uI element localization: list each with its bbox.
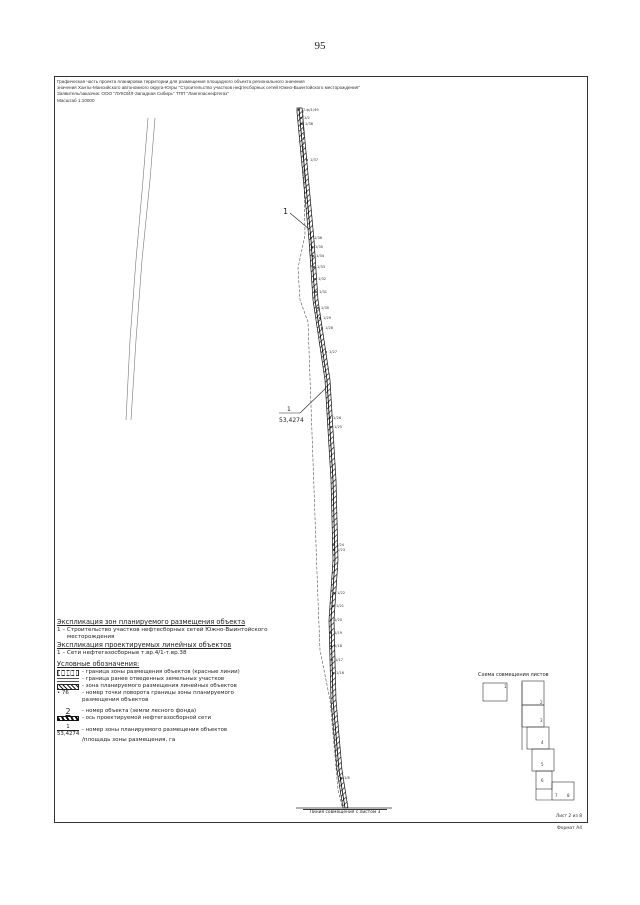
point-label: 1/33 <box>317 265 326 269</box>
point-label: 1/8 <box>344 776 350 780</box>
point-label: 1/22 <box>337 591 346 595</box>
point-label: 1/20 <box>334 618 343 622</box>
header-line-4: Масштаб 1:10000 <box>57 97 95 103</box>
zones-item-cont: месторождения <box>67 634 115 640</box>
legend-row-point: • 76 - номер точки поворота границы зоны планируемого <box>57 690 234 696</box>
object-label-top: 1 <box>283 207 289 216</box>
symbols-title: Условные обозначения: <box>57 660 140 668</box>
zones-item: 1 – Строительство участков нефтесборных сетей Южно-Выинтойского <box>57 627 268 633</box>
point-label: 1/28 <box>325 326 334 330</box>
point-label: 1/24 <box>336 543 345 547</box>
fraction-symbol: 1 53,4274 <box>57 724 80 737</box>
point-label: 1/31 <box>319 290 328 294</box>
point-label: 1/26 <box>333 416 342 420</box>
header-line-3: Заявитель/заказчик: ООО "ЛУКОЙЛ-Западная Сибирь" ТПП "Лангепаснефтегаз" <box>57 91 229 97</box>
legend-row-axis: - ось проектируемой нефтегазосборной сети <box>57 715 297 722</box>
scheme-sheet-1: 1 <box>504 684 507 689</box>
pipeline-axis <box>299 109 345 808</box>
leader-object-1-mid <box>300 388 326 413</box>
scheme-sheet-6: 6 <box>541 778 544 783</box>
legend-row-red-lines: - граница зоны размещения объектов (красные линии) <box>57 669 297 676</box>
scheme-sheet-5: 5 <box>541 762 544 767</box>
point-label: 1/18 <box>334 644 343 648</box>
point-label: 1/25 <box>334 425 343 429</box>
point-label: 1/32 <box>318 277 327 281</box>
planned-zone-band <box>297 108 348 808</box>
road-line-left <box>126 118 148 420</box>
page-number: 95 <box>314 40 326 52</box>
area-label-mid: 53,4274 <box>279 417 304 424</box>
point-label: 1/34 <box>316 254 325 258</box>
point-label: 1/23 <box>337 548 346 552</box>
scheme-sheet-4: 4 <box>541 740 544 745</box>
point-label: 1/2 <box>304 116 310 120</box>
footer-format: Формат А4 <box>556 826 582 831</box>
sheet-scheme <box>483 681 574 800</box>
point-label: 1/37 <box>310 158 319 162</box>
point-label: 1/19 <box>334 631 343 635</box>
scheme-title: Схема совмещения листов <box>478 672 549 678</box>
point-label: 1/17 <box>335 658 344 662</box>
zones-title: Экспликация зон планируемого размещения объекта <box>57 618 246 626</box>
allotted-swatch <box>57 678 79 682</box>
point-label: 1/29 <box>323 316 332 320</box>
legend <box>57 618 297 744</box>
point-label: Т.ф/1/49 <box>303 108 319 112</box>
legend-row-object-num: 2 - номер объекта (земли лесного фонда) <box>65 707 197 716</box>
scheme-sheet-3: 3 <box>540 718 543 723</box>
axis-swatch <box>57 716 79 721</box>
point-label: 1/36 <box>314 236 323 240</box>
linear-item: 1 – Сети нефтегазосборные т.вр.4/1-т.вр.38 <box>57 650 187 656</box>
scheme-sheet-7: 7 <box>555 793 558 798</box>
legend-row-allotted: - граница ранее отведенных земельных участков <box>57 676 297 683</box>
road-line-right <box>131 118 155 420</box>
linear-title: Экспликация проектируемых линейных объектов <box>57 641 232 649</box>
point-label: 1/21 <box>336 604 345 608</box>
leader-object-1-top <box>290 213 309 229</box>
zone-swatch <box>57 684 79 690</box>
header-line-2: значения Ханты-Мансийского автономного округа-Югры "Строительство участков нефтесборных сетей Южно-Выинтойского месторождения" <box>57 85 360 91</box>
scheme-sheet-2: 2 <box>540 700 543 705</box>
point-text-cont: размещения объектов <box>82 697 149 703</box>
point-label: 1/35 <box>315 245 324 249</box>
scheme-sheet-8: 8 <box>567 793 570 798</box>
legend-row-zone: - зона планируемого размещения линейных объектов <box>57 683 297 690</box>
legend-row-fraction: 1 53,4274 - номер зоны планируемого размещения объектов <box>57 724 228 737</box>
sheet-join-label: Линия совмещения с листом 3 <box>303 809 387 815</box>
point-label: 1/38 <box>305 122 314 126</box>
red-lines-swatch <box>57 670 79 676</box>
object-label-mid: 1 <box>287 406 291 413</box>
point-label: 1/27 <box>329 350 338 354</box>
point-label: 1/16 <box>336 671 345 675</box>
fraction-text-cont: /площадь зоны размещения, га <box>82 737 176 743</box>
point-label: 1/30 <box>321 306 330 310</box>
footer-sheet: Лист 2 из 8 <box>555 814 582 819</box>
header-line-1: Графическая часть проекта планировки территории для размещения площадного объекта регионального значения <box>57 79 305 84</box>
